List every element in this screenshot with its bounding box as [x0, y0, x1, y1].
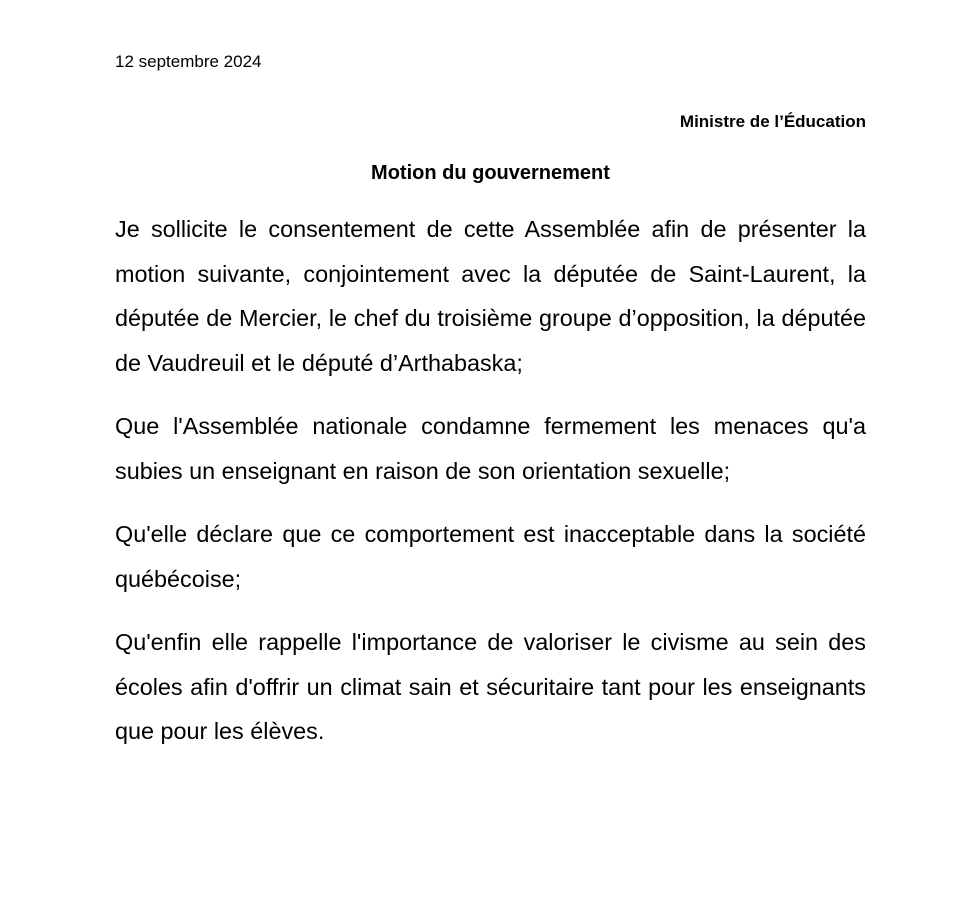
document-date: 12 septembre 2024 — [115, 52, 262, 71]
document-title: Motion du gouvernement — [371, 162, 610, 184]
motion-body — [115, 207, 866, 773]
paragraph-condemnation: Que l'Assemblée nationale condamne fermement les menaces qu'a subies un enseignant en raison de son orientation sexuelle; — [115, 413, 866, 484]
paragraph-consent-request: Je sollicite le consentement de cette Assemblée afin de présenter la motion suivante, conjointement avec la députée de Saint-Laurent, la députée de Mercier, le chef du troisième groupe d’opposition, la députée de Vaudreuil et le député d’Arthabaska; — [115, 216, 866, 376]
paragraph-declaration: Qu'elle déclare que ce comportement est inacceptable dans la société québécoise; — [115, 521, 866, 592]
paragraph-civism-reminder: Qu'enfin elle rappelle l'importance de valoriser le civisme au sein des écoles afin d'offrir un climat sain et sécuritaire tant pour les enseignants que pour les élèves. — [115, 629, 866, 744]
document-author: Ministre de l’Éducation — [679, 112, 866, 131]
